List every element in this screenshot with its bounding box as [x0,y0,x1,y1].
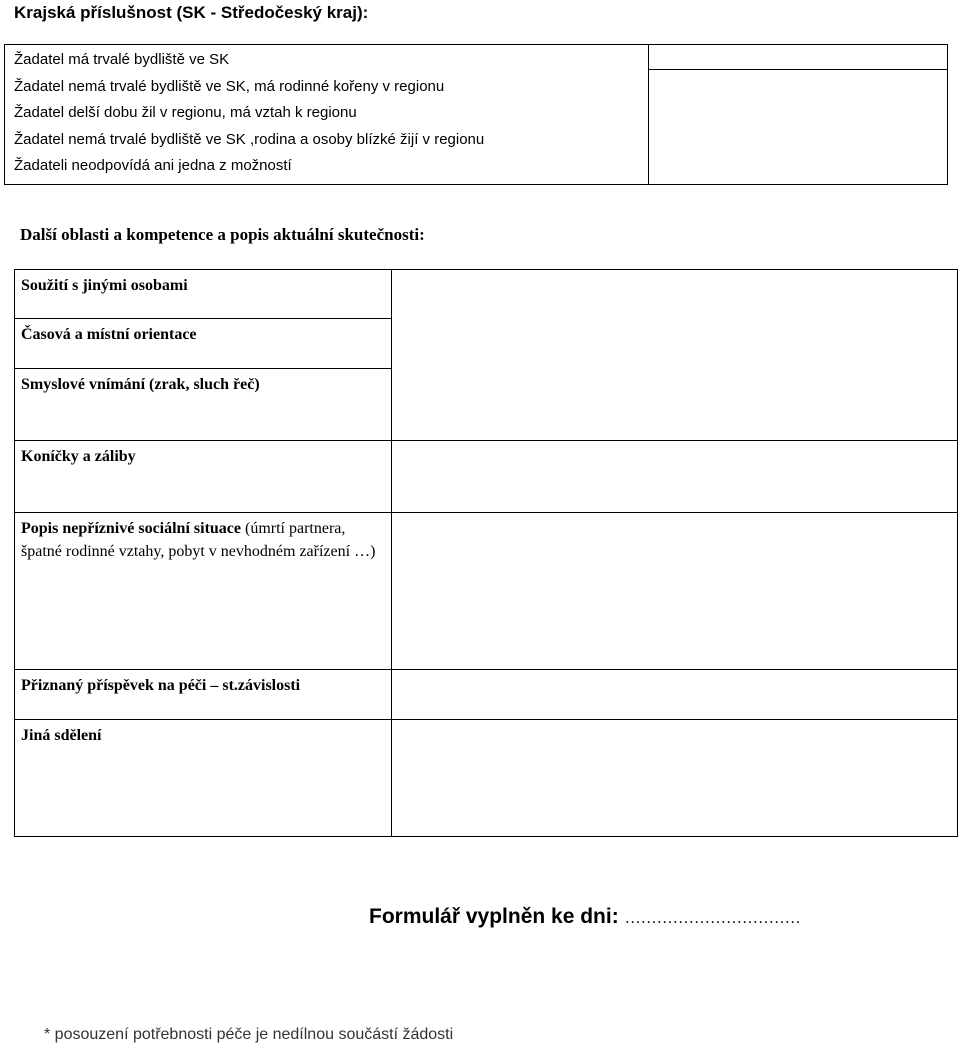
row-label-souziti: Soužití s jinými osobami [15,270,392,319]
region-option: Žadatel nemá trvalé bydliště ve SK, má rodinné kořeny v regionu [14,77,445,95]
region-options-cell [5,45,649,185]
answer-field-situace[interactable] [392,513,958,670]
situace-detail-label: (úmrtí partnera, špatné rodinné vztahy, pobyt v nevhodném zařízení …) [21,520,376,560]
answer-field-prispevek[interactable] [392,670,958,720]
situace-bold-label: Popis nepříznivé sociální situace [21,520,241,537]
form-date-label: Formulář vyplněn ke dni: [369,905,619,928]
row-label-jine: Jiná sdělení [15,720,392,837]
section-title-competences: Další oblasti a kompetence a popis aktuální skutečnosti: [20,225,425,244]
region-option: Žadatel má trvalé bydliště ve SK [14,51,230,68]
region-option: Žadatel nemá trvalé bydliště ve SK ,rodina a osoby blízké žijí v regionu [14,130,485,148]
answer-field-konicky[interactable] [392,441,958,513]
competences-table [14,269,958,837]
region-answer-cell[interactable] [649,45,948,185]
answer-field-jine[interactable] [392,720,958,837]
row-label-situace [15,513,392,670]
region-answer-top-field[interactable] [649,45,947,70]
region-option: Žadateli neodpovídá ani jedna z možností [14,157,292,174]
row-label-vnimani: Smyslové vnímání (zrak, sluch řeč) [15,369,392,441]
region-option: Žadatel delší dobu žil v regionu, má vztah k regionu [14,104,357,121]
row-label-orientace: Časová a místní orientace [15,319,392,369]
row-label-prispevek: Přiznaný příspěvek na péči – st.závislosti [15,670,392,720]
section-title-region: Krajská příslušnost (SK - Středočeský kraj): [14,3,369,22]
form-date-line [369,903,801,933]
row-label-konicky: Koníčky a záliby [15,441,392,513]
region-table [4,44,948,185]
footnote: * posouzení potřebnosti péče je nedílnou součástí žádosti [44,1026,454,1043]
form-date-field[interactable]: …………………………… [624,910,801,927]
answer-field-souziti-orientace-vnimani[interactable] [392,270,958,441]
